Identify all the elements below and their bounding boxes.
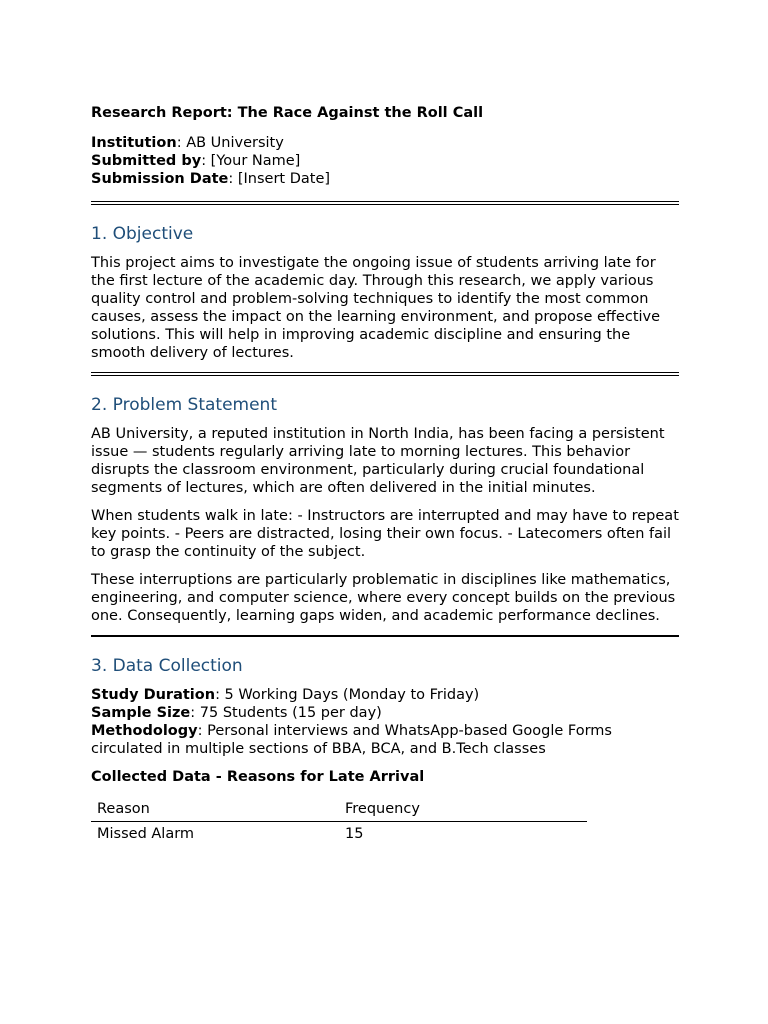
meta-label: Methodology xyxy=(91,723,198,739)
section-divider xyxy=(91,372,679,376)
meta-submission-date xyxy=(91,170,679,188)
meta-value: : [Insert Date] xyxy=(228,171,331,187)
report-meta xyxy=(91,134,679,188)
problem-heading: 2. Problem Statement xyxy=(91,395,277,415)
meta-submitted-by xyxy=(91,152,679,170)
section-divider xyxy=(91,635,679,637)
meta-value: : AB University xyxy=(176,135,284,151)
meta-label: Sample Size xyxy=(91,705,191,721)
problem-paragraph: When students walk in late: - Instructors are interrupted and may have to repeat key points. - Peers are distracted, losing their own focus. - Latecomers often fail to grasp the continuity of the subject. xyxy=(91,508,679,560)
meta-label: Submitted by xyxy=(91,153,202,169)
table-row xyxy=(91,822,587,844)
problem-paragraph: These interruptions are particularly problematic in disciplines like mathematics, engineering, and computer science, where every concept builds on the previous one. Consequently, learning gaps widen, and academic performance declines. xyxy=(91,572,676,624)
data-collection-heading: 3. Data Collection xyxy=(91,656,243,676)
meta-label: Institution xyxy=(91,135,177,151)
meta-study-duration xyxy=(91,686,679,704)
meta-value: : 5 Working Days (Monday to Friday) xyxy=(215,687,480,703)
meta-value: : [Your Name] xyxy=(201,153,301,169)
table-cell-reason: Missed Alarm xyxy=(97,826,195,842)
column-header-reason: Reason xyxy=(91,800,339,822)
column-header-frequency: Frequency xyxy=(339,800,587,822)
table-title: Collected Data - Reasons for Late Arrival xyxy=(91,769,425,785)
reasons-table xyxy=(91,800,587,843)
problem-paragraph: AB University, a reputed institution in North India, has been facing a persistent issue — students regularly arriving late to morning lectures. This behavior disrupts the classroom environment, particularly during crucial foundational segments of lectures, which are often delivered in the initial minutes. xyxy=(91,426,665,496)
meta-methodology xyxy=(91,722,679,758)
report-title: Research Report: The Race Against the Roll Call xyxy=(91,105,484,121)
meta-label: Submission Date xyxy=(91,171,229,187)
objective-heading: 1. Objective xyxy=(91,224,194,244)
table-cell-frequency: 15 xyxy=(345,826,364,842)
section-divider xyxy=(91,201,679,205)
data-collection-meta xyxy=(91,686,679,758)
meta-label: Study Duration xyxy=(91,687,216,703)
table-header-row xyxy=(91,800,587,822)
meta-value: : 75 Students (15 per day) xyxy=(190,705,382,721)
document-content xyxy=(91,104,679,843)
meta-value: : Personal interviews and WhatsApp-based Google Forms circulated in multiple sections of BBA, BCA, and B.Tech classes xyxy=(91,723,612,757)
meta-institution xyxy=(91,134,679,152)
meta-sample-size xyxy=(91,704,679,722)
objective-paragraph: This project aims to investigate the ongoing issue of students arriving late for the first lecture of the academic day. Through this research, we apply various quality control and problem-solving techniques to identify the most common causes, assess the impact on the learning environment, and propose effective solutions. This will help in improving academic discipline and ensuring the smooth delivery of lectures. xyxy=(91,255,661,361)
